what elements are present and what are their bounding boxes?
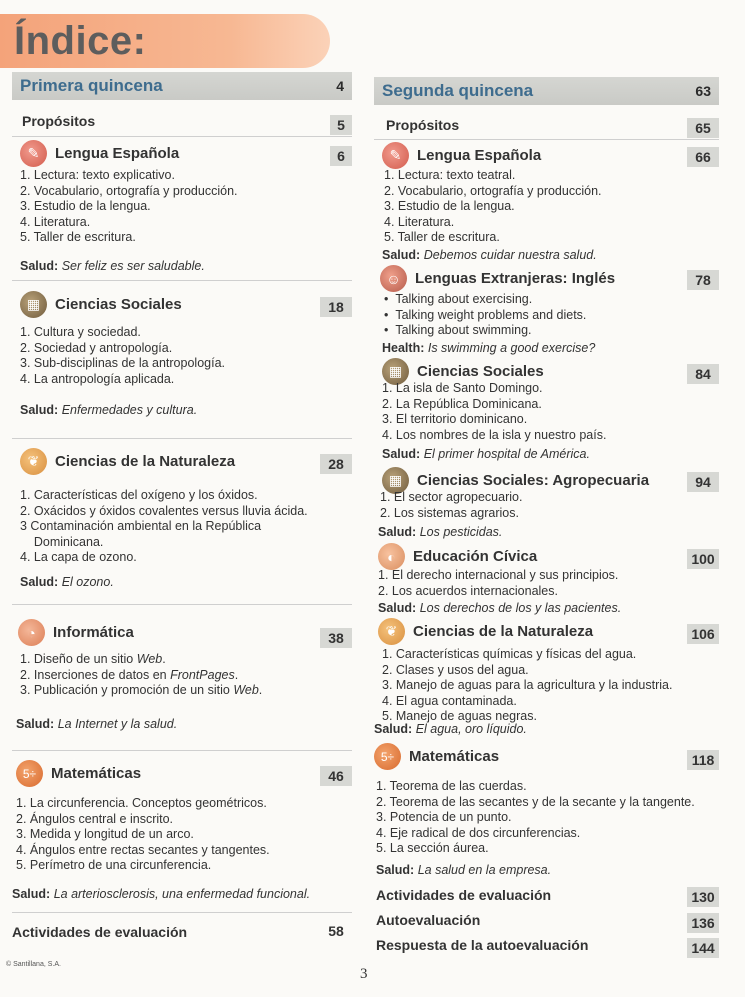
item-list (20, 652, 262, 699)
list-item: 2. Teorema de las secantes y de la secante y la tangente. (376, 794, 695, 809)
list-item: 2. Vocabulario, ortografía y producción. (384, 183, 602, 198)
page-number: 3 (360, 966, 368, 982)
subject-name: Matemáticas (51, 765, 142, 782)
subject-page: 38 (320, 628, 352, 648)
salud-text: El ozono. (61, 575, 114, 589)
salud-text: Enfermedades y cultura. (61, 403, 198, 417)
list-item: 3. Medida y longitud de un arco. (16, 827, 194, 842)
salud-line (382, 341, 595, 355)
salud-line (12, 887, 310, 901)
section-header-page: 4 (336, 78, 344, 94)
subject-page: 78 (687, 270, 719, 290)
subject-name: Lenguas Extranjeras: Inglés (415, 270, 616, 287)
globe-icon: ▦ (20, 291, 47, 318)
item-emphasis: Web (136, 652, 163, 666)
propositos-label: Propósitos (386, 117, 460, 133)
item-emphasis: FrontPages (170, 667, 235, 682)
list-item: 1. Lectura: texto teatral. (384, 168, 516, 182)
list-item: 2. Ángulos central e inscrito. (16, 811, 174, 826)
divider (12, 750, 352, 751)
left-column (12, 70, 352, 950)
item-list (380, 490, 522, 521)
list-item: 1. La isla de Santo Domingo. (382, 381, 543, 395)
item-list (20, 488, 308, 566)
leaf-icon: ❦ (20, 448, 47, 475)
list-item: 1. Cultura y sociedad. (20, 325, 141, 339)
list-item: 1. El derecho internacional y sus principios. (378, 568, 619, 582)
salud-label: Salud: (376, 863, 415, 877)
page-title: Índice: (14, 19, 147, 63)
propositos-entry[interactable] (22, 113, 95, 131)
item-list (376, 779, 695, 857)
item-list (382, 381, 606, 443)
salud-text: Is swimming a good exercise? (427, 341, 596, 355)
item-list (384, 292, 586, 339)
actividades-entry[interactable]: Actividades de evaluación (12, 924, 188, 940)
list-item: 4. Literatura. (20, 214, 91, 229)
list-item: 2. Clases y usos del agua. (382, 662, 529, 677)
subject-name: Ciencias Sociales (417, 363, 544, 380)
actividades-page: 130 (687, 887, 719, 907)
list-item: 3. Estudio de la lengua. (20, 199, 151, 214)
list-item: 5. Taller de escritura. (20, 230, 136, 245)
divider (12, 912, 352, 913)
salud-label: Salud: (20, 403, 59, 417)
item-text: . (258, 683, 263, 698)
list-item: 4. La capa de ozono. (20, 550, 137, 565)
salud-line (378, 601, 621, 615)
item-text: Talking weight problems and diets. (395, 307, 587, 322)
divider (12, 136, 352, 137)
subject-name: Ciencias de la Naturaleza (55, 453, 236, 470)
salud-text: La Internet y la salud. (57, 717, 178, 731)
list-item: • Talking about swimming. (384, 323, 532, 338)
propositos-page: 5 (330, 115, 352, 135)
subject-naturaleza[interactable] (378, 618, 593, 645)
list-item: 3. Potencia de un punto. (376, 810, 512, 825)
subject-page: 118 (687, 750, 719, 770)
subject-page: 18 (320, 297, 352, 317)
list-item: 1. El sector agropecuario. (380, 490, 523, 504)
divider (12, 438, 352, 439)
salud-label: Salud: (382, 248, 421, 262)
salud-label: Salud: (16, 717, 55, 731)
subject-sociales[interactable] (20, 291, 182, 318)
section-header-title: Segunda quincena (382, 81, 534, 100)
section-header-title: Primera quincena (20, 76, 163, 95)
list-item: 4. Literatura. (384, 214, 455, 229)
salud-label: Salud: (20, 575, 59, 589)
salud-line (378, 525, 502, 539)
list-item: • Talking weight problems and diets. (384, 307, 587, 322)
section-header-page: 63 (695, 83, 711, 99)
list-item: 5. Manejo de aguas negras. (382, 709, 537, 724)
list-item: 4. Ángulos entre rectas secantes y tangentes. (16, 842, 270, 857)
list-item: 3. Estudio de la lengua. (384, 199, 515, 214)
subject-ingles[interactable] (380, 265, 615, 292)
actividades-entry[interactable]: Actividades de evaluación (376, 887, 552, 903)
respuesta-page: 144 (687, 938, 719, 958)
autoevaluacion-entry[interactable]: Autoevaluación (376, 912, 481, 928)
subject-name: Ciencias Sociales: Agropecuaria (417, 472, 650, 489)
item-text: 1. Diseño de un sitio (20, 652, 137, 666)
subject-page: 84 (687, 364, 719, 384)
subject-page: 66 (687, 147, 719, 167)
subject-page: 6 (330, 146, 352, 166)
actividades-page: 58 (328, 923, 344, 939)
list-item: 2. Sociedad y antropología. (20, 340, 173, 355)
subject-informatica[interactable] (18, 619, 134, 646)
list-item: • Talking about exercising. (384, 292, 533, 306)
salud-text: La arteriosclerosis, una enfermedad funcional. (53, 887, 311, 901)
item-list (384, 168, 602, 246)
list-item: 1. Características del oxígeno y los óxidos. (20, 488, 258, 502)
list-item: 3. Manejo de aguas para la agricultura y la industria. (382, 678, 673, 693)
subject-name: Educación Cívica (413, 548, 538, 565)
list-item: 5. La sección áurea. (376, 841, 489, 856)
list-item: 3. El territorio dominicano. (382, 412, 528, 427)
salud-line (374, 722, 527, 736)
salud-label: Health: (382, 341, 425, 355)
item-text: 3. Publicación y promoción de un sitio (20, 683, 234, 698)
list-item: 3. Sub-disciplinas de la antropología. (20, 356, 225, 371)
salud-line (20, 575, 114, 589)
divider (12, 280, 352, 281)
subject-page: 28 (320, 454, 352, 474)
item-list (382, 647, 672, 725)
list-item: 1. La circunferencia. Conceptos geométricos. (16, 796, 267, 810)
item-list (378, 568, 618, 599)
list-item: 2. Oxácidos y óxidos covalentes versus lluvia ácida. (20, 503, 308, 518)
list-item: 2. La República Dominicana. (382, 396, 542, 411)
person-icon: ☺ (380, 265, 407, 292)
divider (12, 604, 352, 605)
list-item: 4. Los nombres de la isla y nuestro país. (382, 427, 607, 442)
divider (374, 139, 719, 140)
item-text: . (162, 652, 166, 666)
civic-icon: ◐ (378, 543, 405, 570)
list-item: 2. Vocabulario, ortografía y producción. (20, 183, 238, 198)
salud-label: Salud: (12, 887, 51, 901)
subject-name: Ciencias de la Naturaleza (413, 623, 594, 640)
subject-page: 94 (687, 472, 719, 492)
autoevaluacion-page: 136 (687, 913, 719, 933)
list-item: 1. Teorema de las cuerdas. (376, 779, 527, 793)
item-text: . (234, 667, 239, 682)
salud-label: Salud: (382, 447, 421, 461)
subject-name: Lengua Española (55, 145, 180, 162)
numbers-icon: 5÷ (374, 743, 401, 770)
subject-name: Lengua Española (417, 147, 542, 164)
subject-civica[interactable] (378, 543, 537, 570)
leaf-icon: ❦ (378, 618, 405, 645)
subject-matematicas[interactable] (374, 743, 499, 770)
list-item: 4. El agua contaminada. (382, 693, 517, 708)
list-item: 2. Los acuerdos internacionales. (378, 583, 558, 598)
subject-lengua[interactable] (382, 142, 541, 169)
subject-name: Ciencias Sociales (55, 296, 182, 313)
salud-line (20, 403, 197, 417)
item-list (16, 796, 270, 874)
salud-label: Salud: (20, 259, 59, 273)
salud-line (16, 717, 177, 731)
pencil-icon: ✎ (382, 142, 409, 169)
subject-lengua[interactable] (20, 140, 179, 167)
salud-text: La salud en la empresa. (417, 863, 552, 877)
list-item (20, 652, 262, 668)
salud-text: El agua, oro líquido. (415, 722, 527, 736)
salud-text: Los pesticidas. (419, 525, 503, 539)
item-text: Talking about swimming. (395, 323, 532, 338)
list-item: Dominicana. (20, 534, 104, 549)
salud-line (382, 248, 597, 262)
subject-page: 106 (687, 624, 719, 644)
subject-name: Matemáticas (409, 748, 500, 765)
item-list (20, 325, 225, 387)
copyright-text: © Santillana, S.A. (6, 961, 61, 968)
pencil-icon: ✎ (20, 140, 47, 167)
propositos-entry[interactable] (386, 117, 459, 135)
list-item: 2. Los sistemas agrarios. (380, 505, 519, 520)
list-item (20, 683, 262, 699)
item-text: Talking about exercising. (395, 292, 533, 306)
list-item: 5. Perímetro de una circunferencia. (16, 858, 212, 873)
salud-text: El primer hospital de América. (423, 447, 590, 461)
list-item (20, 668, 262, 684)
salud-label: Salud: (378, 601, 417, 615)
salud-line (382, 447, 590, 461)
salud-line (376, 863, 551, 877)
right-column (374, 70, 719, 960)
list-item: 3 Contaminación ambiental en la República (20, 519, 262, 534)
subject-naturaleza[interactable] (20, 448, 235, 475)
propositos-label: Propósitos (22, 113, 96, 129)
numbers-icon: 5÷ (16, 760, 43, 787)
subject-name: Informática (53, 624, 134, 641)
salud-text: Los derechos de los y las pacientes. (419, 601, 622, 615)
subject-page: 46 (320, 766, 352, 786)
salud-text: Ser feliz es ser saludable. (61, 259, 205, 273)
item-emphasis: Web (233, 683, 259, 698)
salud-text: Debemos cuidar nuestra salud. (423, 248, 597, 262)
item-list (20, 168, 238, 246)
section-header-segunda[interactable] (374, 77, 719, 105)
list-item: 4. Eje radical de dos circunferencias. (376, 825, 581, 840)
mouse-icon: ◔ (18, 619, 45, 646)
subject-page: 100 (687, 549, 719, 569)
salud-label: Salud: (374, 722, 413, 736)
respuesta-entry[interactable]: Respuesta de la autoevaluación (376, 937, 589, 953)
list-item: 1. Lectura: texto explicativo. (20, 168, 175, 182)
propositos-page: 65 (687, 118, 719, 138)
subject-matematicas[interactable] (16, 760, 141, 787)
salud-label: Salud: (378, 525, 417, 539)
list-item: 1. Características químicas y físicas del agua. (382, 647, 637, 661)
globe-icon: ▦ (382, 358, 409, 385)
list-item: 5. Taller de escritura. (384, 230, 500, 245)
section-header-primera[interactable] (12, 72, 352, 100)
salud-line (20, 259, 205, 273)
globe-icon: ▦ (382, 467, 409, 494)
item-text: 2. Inserciones de datos en (20, 667, 171, 682)
list-item: 4. La antropología aplicada. (20, 371, 175, 386)
